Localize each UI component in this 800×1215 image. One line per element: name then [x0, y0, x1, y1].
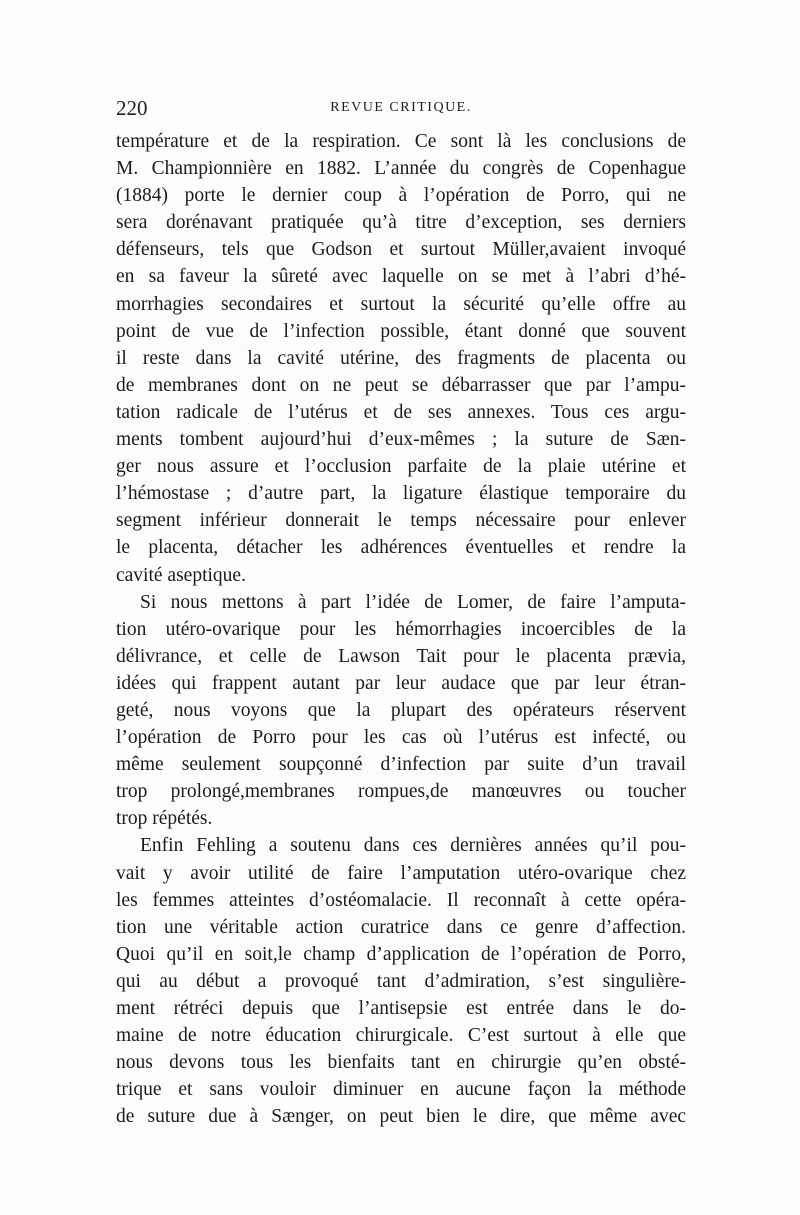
text-line: trop répétés.: [116, 808, 213, 830]
text-line: ments tombent aujourd’hui d’eux-mêmes ; la suture de Sæn-: [116, 429, 686, 451]
text-line: de suture due à Sænger, on peut bien le dire, que même avec: [116, 1106, 686, 1128]
text-line: segment inférieur donnerait le temps nécessaire pour enlever: [116, 510, 686, 532]
text-line: idées qui frappent autant par leur audace que par leur étran-: [116, 672, 686, 694]
text-line: même seulement soupçonné d’infection par suite d’un travail: [116, 754, 686, 776]
body-text: [116, 128, 686, 1130]
text-line: Enfin Fehling a soutenu dans ces dernières années qu’il pou-: [140, 835, 686, 857]
paragraph: [116, 128, 686, 589]
text-line: qui au début a provoqué tant d’admiration, s’est singulière-: [116, 970, 686, 992]
text-line: tation radicale de l’utérus et de ses annexes. Tous ces argu-: [116, 401, 686, 423]
paragraph: [116, 589, 686, 833]
text-line: (1884) porte le dernier coup à l’opération de Porro, qui ne: [116, 185, 686, 207]
paragraph: [116, 832, 686, 1130]
text-line: sera dorénavant pratiquée qu’à titre d’exception, ses derniers: [116, 212, 686, 234]
text-line: en sa faveur la sûreté avec laquelle on se met à l’abri d’hé-: [116, 266, 686, 288]
text-line: l’hémostase ; d’autre part, la ligature élastique temporaire du: [116, 483, 686, 505]
text-line: de membranes dont on ne peut se débarrasser que par l’ampu-: [116, 374, 686, 396]
text-line: Quoi qu’il en soit,le champ d’application de l’opération de Porro,: [116, 943, 686, 965]
text-line: trique et sans vouloir diminuer en aucune façon la méthode: [116, 1079, 686, 1101]
text-line: température et de la respiration. Ce sont là les conclusions de: [116, 131, 686, 152]
text-line: il reste dans la cavité utérine, des fragments de placenta ou: [116, 347, 686, 369]
text-line: ment rétréci depuis que l’antisepsie est entrée dans le do-: [116, 998, 686, 1019]
text-line: geté, nous voyons que la plupart des opérateurs réservent: [116, 699, 686, 721]
page-number: 220: [116, 96, 148, 120]
text-line: vait y avoir utilité de faire l’amputation utéro-ovarique chez: [116, 862, 686, 884]
text-line: M. Championnière en 1882. L’année du congrès de Copenhague: [116, 158, 686, 180]
text-line: le placenta, détacher les adhérences éventuelles et rendre la: [116, 537, 686, 559]
running-head: [116, 96, 686, 126]
text-line: tion une véritable action curatrice dans ce genre d’affection.: [116, 916, 686, 938]
text-line: point de vue de l’infection possible, étant donné que souvent: [116, 320, 686, 342]
text-line: ger nous assure et l’occlusion parfaite de la plaie utérine et: [116, 456, 686, 478]
text-line: les femmes atteintes d’ostéomalacie. Il reconnaît à cette opéra-: [116, 889, 686, 911]
text-line: morrhagies secondaires et surtout la sécurité qu’elle offre au: [116, 293, 686, 315]
text-line: Si nous mettons à part l’idée de Lomer, de faire l’amputa-: [140, 591, 686, 613]
text-line: maine de notre éducation chirurgicale. C’est surtout à elle que: [116, 1025, 686, 1047]
text-line: trop prolongé,membranes rompues,de manœuvres ou toucher: [116, 781, 686, 803]
text-line: défenseurs, tels que Godson et surtout Müller,avaient invoqué: [116, 239, 686, 261]
text-line: cavité aseptique.: [116, 564, 246, 586]
text-line: nous devons tous les bienfaits tant en chirurgie qu’en obsté-: [116, 1052, 686, 1074]
journal-title: REVUE CRITIQUE.: [330, 100, 472, 115]
text-line: l’opération de Porro pour les cas où l’utérus est infecté, ou: [116, 727, 686, 749]
text-line: tion utéro-ovarique pour les hémorrhagies incoercibles de la: [116, 618, 686, 640]
text-line: délivrance, et celle de Lawson Tait pour le placenta prævia,: [116, 645, 686, 667]
